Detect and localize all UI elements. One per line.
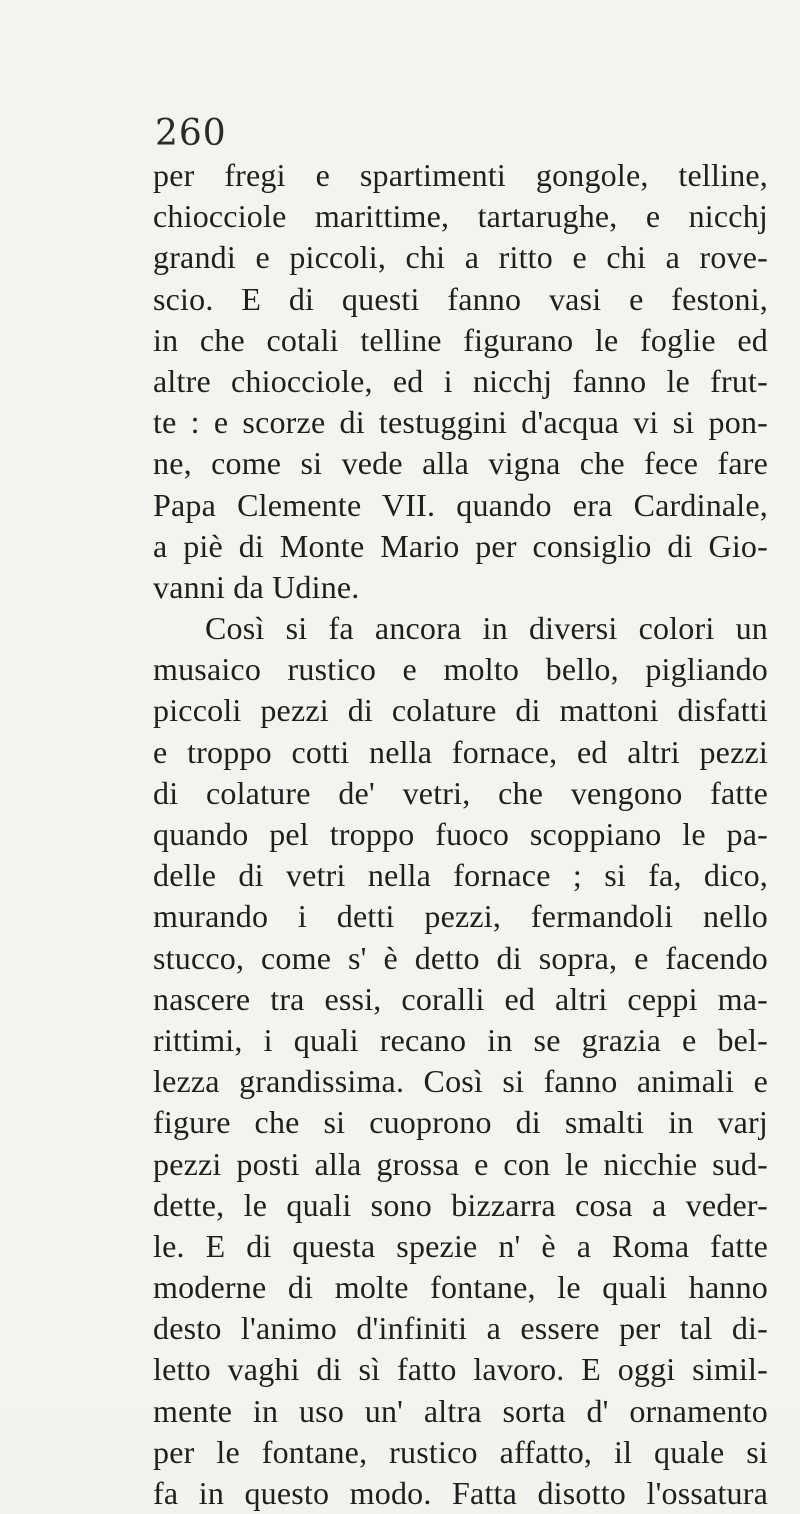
text-line: per le fontane, rustico affatto, il quale si: [153, 1433, 768, 1470]
text-line: stucco, come s' è detto di sopra, e facendo: [153, 939, 768, 976]
text-line: lezza grandissima. Così si fanno animali e: [153, 1063, 768, 1100]
text-line: letto vaghi di sì fatto lavoro. E oggi simil-: [153, 1351, 768, 1388]
text-line: musaico rustico e molto bello, pigliando: [153, 651, 768, 688]
text-line: pezzi posti alla grossa e con le nicchie sud-: [153, 1145, 768, 1182]
text-line: Papa Clemente VII. quando era Cardinale,: [153, 486, 768, 523]
text-line: di colature de' vetri, che vengono fatte: [153, 774, 768, 811]
text-line: delle di vetri nella fornace ; si fa, dico,: [153, 857, 768, 894]
text-line: altre chiocciole, ed i nicchj fanno le frut-: [153, 362, 768, 399]
paragraph-end-line: vanni da Udine.: [153, 568, 360, 605]
body-text: [153, 155, 768, 1514]
text-line: te : e scorze di testuggini d'acqua vi si pon-: [153, 404, 768, 441]
text-line: quando pel troppo fuoco scoppiano le pa-: [153, 816, 768, 852]
text-line: nascere tra essi, coralli ed altri ceppi ma-: [153, 980, 768, 1017]
text-line: dette, le quali sono bizzarra cosa a veder-: [153, 1186, 768, 1223]
paragraph-start-line: Così si fa ancora in diversi colori un: [205, 610, 768, 647]
text-line: in che cotali telline figurano le foglie ed: [153, 321, 768, 358]
text-line: piccoli pezzi di colature di mattoni disfatti: [153, 692, 768, 729]
text-line: rittimi, i quali recano in se grazia e bel-: [153, 1021, 768, 1058]
text-line: chiocciole marittime, tartarughe, e nicchj: [153, 198, 768, 235]
text-line: grandi e piccoli, chi a ritto e chi a rove-: [153, 239, 768, 276]
text-line: a piè di Monte Mario per consiglio di Gio-: [153, 527, 768, 564]
text-line: mente in uso un' altra sorta d' ornamento: [153, 1392, 768, 1429]
text-line: le. E di questa spezie n' è a Roma fatte: [153, 1227, 768, 1264]
page-number: 260: [155, 113, 227, 154]
text-line: fa in questo modo. Fatta disotto l'ossatura: [153, 1475, 768, 1511]
text-line: desto l'animo d'infiniti a essere per tal di-: [153, 1310, 768, 1347]
text-line: scio. E di questi fanno vasi e festoni,: [153, 280, 768, 317]
text-line: per fregi e spartimenti gongole, telline,: [153, 157, 768, 193]
text-line: e troppo cotti nella fornace, ed altri pezzi: [153, 733, 768, 770]
text-line: murando i detti pezzi, fermandoli nello: [153, 898, 768, 935]
text-line: figure che si cuoprono di smalti in varj: [153, 1104, 768, 1141]
text-line: moderne di molte fontane, le quali hanno: [153, 1269, 768, 1306]
text-line: ne, come si vede alla vigna che fece fare: [153, 445, 768, 482]
